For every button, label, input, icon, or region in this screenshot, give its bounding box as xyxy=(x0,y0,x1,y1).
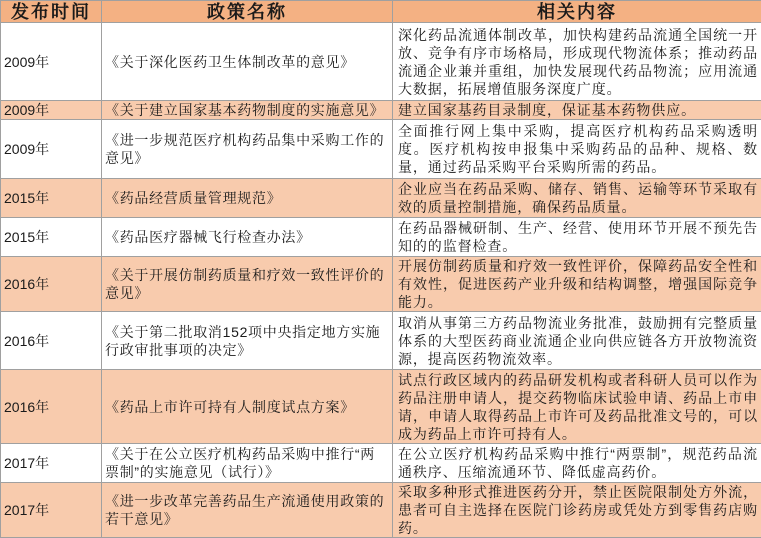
policy-name-cell: 《关于建立国家基本药物制度的实施意见》 xyxy=(102,101,393,120)
table-row xyxy=(1,312,761,370)
policy-name-cell: 《药品医疗器械飞行检查办法》 xyxy=(102,218,393,257)
related-content-cell: 取消从事第三方药品物流业务批准，鼓励拥有完整质量体系的大型医药商业流通企业向供应链各方开放物流资源，提高医药物流效率。 xyxy=(393,312,761,370)
table-row xyxy=(1,179,761,218)
related-content-cell: 深化药品流通体制改革，加快构建药品流通全国统一开放、竞争有序市场格局，形成现代物流体系；推动药品流通企业兼并重组，加快发展现代药品物流；应用流通大数据，拓展增值服务深度广度。 xyxy=(393,23,761,101)
related-content-cell: 试点行政区域内的药品研发机构或者科研人员可以作为药品注册申请人，提交药物临床试验申请、药品上市申请，申请人取得药品上市许可及药品批准文号的，可以成为药品上市许可持有人。 xyxy=(393,370,761,444)
table-row xyxy=(1,444,761,483)
header-policy-name: 政策名称 xyxy=(102,1,393,23)
release-date-cell: 2015年 xyxy=(1,179,102,218)
related-content-cell: 建立国家基药目录制度，保证基本药物供应。 xyxy=(393,101,761,120)
table-row xyxy=(1,218,761,257)
related-content-cell: 采取多种形式推进医药分开，禁止医院限制处方外流，患者可自主选择在医院门诊药房或凭处方到零售药店购药。 xyxy=(393,483,761,538)
related-content-cell: 开展仿制药质量和疗效一致性评价，保障药品安全性和有效性，促进医药产业升级和结构调整，增强国际竞争能力。 xyxy=(393,257,761,312)
release-date-cell: 2015年 xyxy=(1,218,102,257)
related-content-cell: 在公立医疗机构药品采购中推行“两票制”，规范药品流通秩序、压缩流通环节、降低虚高药价。 xyxy=(393,444,761,483)
header-related-content: 相关内容 xyxy=(393,1,761,23)
table-header-row xyxy=(1,1,761,23)
release-date-cell: 2009年 xyxy=(1,23,102,101)
policy-name-cell: 《关于开展仿制药质量和疗效一致性评价的意见》 xyxy=(102,257,393,312)
policy-name-cell: 《关于在公立医疗机构药品采购中推行“两票制”的实施意见（试行）》 xyxy=(102,444,393,483)
policy-name-cell: 《关于深化医药卫生体制改革的意见》 xyxy=(102,23,393,101)
policy-name-cell: 《关于第二批取消152项中央指定地方实施行政审批事项的决定》 xyxy=(102,312,393,370)
table-row xyxy=(1,101,761,120)
table-row xyxy=(1,483,761,538)
policy-name-cell: 《药品经营质量管理规范》 xyxy=(102,179,393,218)
release-date-cell: 2009年 xyxy=(1,120,102,179)
release-date-cell: 2017年 xyxy=(1,444,102,483)
related-content-cell: 在药品器械研制、生产、经营、使用环节开展不预先告知的的监督检查。 xyxy=(393,218,761,257)
policy-name-cell: 《进一步规范医疗机构药品集中采购工作的意见》 xyxy=(102,120,393,179)
release-date-cell: 2017年 xyxy=(1,483,102,538)
release-date-cell: 2009年 xyxy=(1,101,102,120)
table-row xyxy=(1,23,761,101)
related-content-cell: 全面推行网上集中采购，提高医疗机构药品采购透明度。医疗机构按申报集中采购药品的品种、规格、数量，通过药品采购平台采购所需的药品。 xyxy=(393,120,761,179)
release-date-cell: 2016年 xyxy=(1,312,102,370)
release-date-cell: 2016年 xyxy=(1,257,102,312)
related-content-cell: 企业应当在药品采购、储存、销售、运输等环节采取有效的质量控制措施，确保药品质量。 xyxy=(393,179,761,218)
table-row xyxy=(1,257,761,312)
table-row xyxy=(1,370,761,444)
policy-name-cell: 《药品上市许可持有人制度试点方案》 xyxy=(102,370,393,444)
header-release-date: 发布时间 xyxy=(1,1,102,23)
release-date-cell: 2016年 xyxy=(1,370,102,444)
table-row xyxy=(1,120,761,179)
policy-name-cell: 《进一步改革完善药品生产流通使用政策的若干意见》 xyxy=(102,483,393,538)
